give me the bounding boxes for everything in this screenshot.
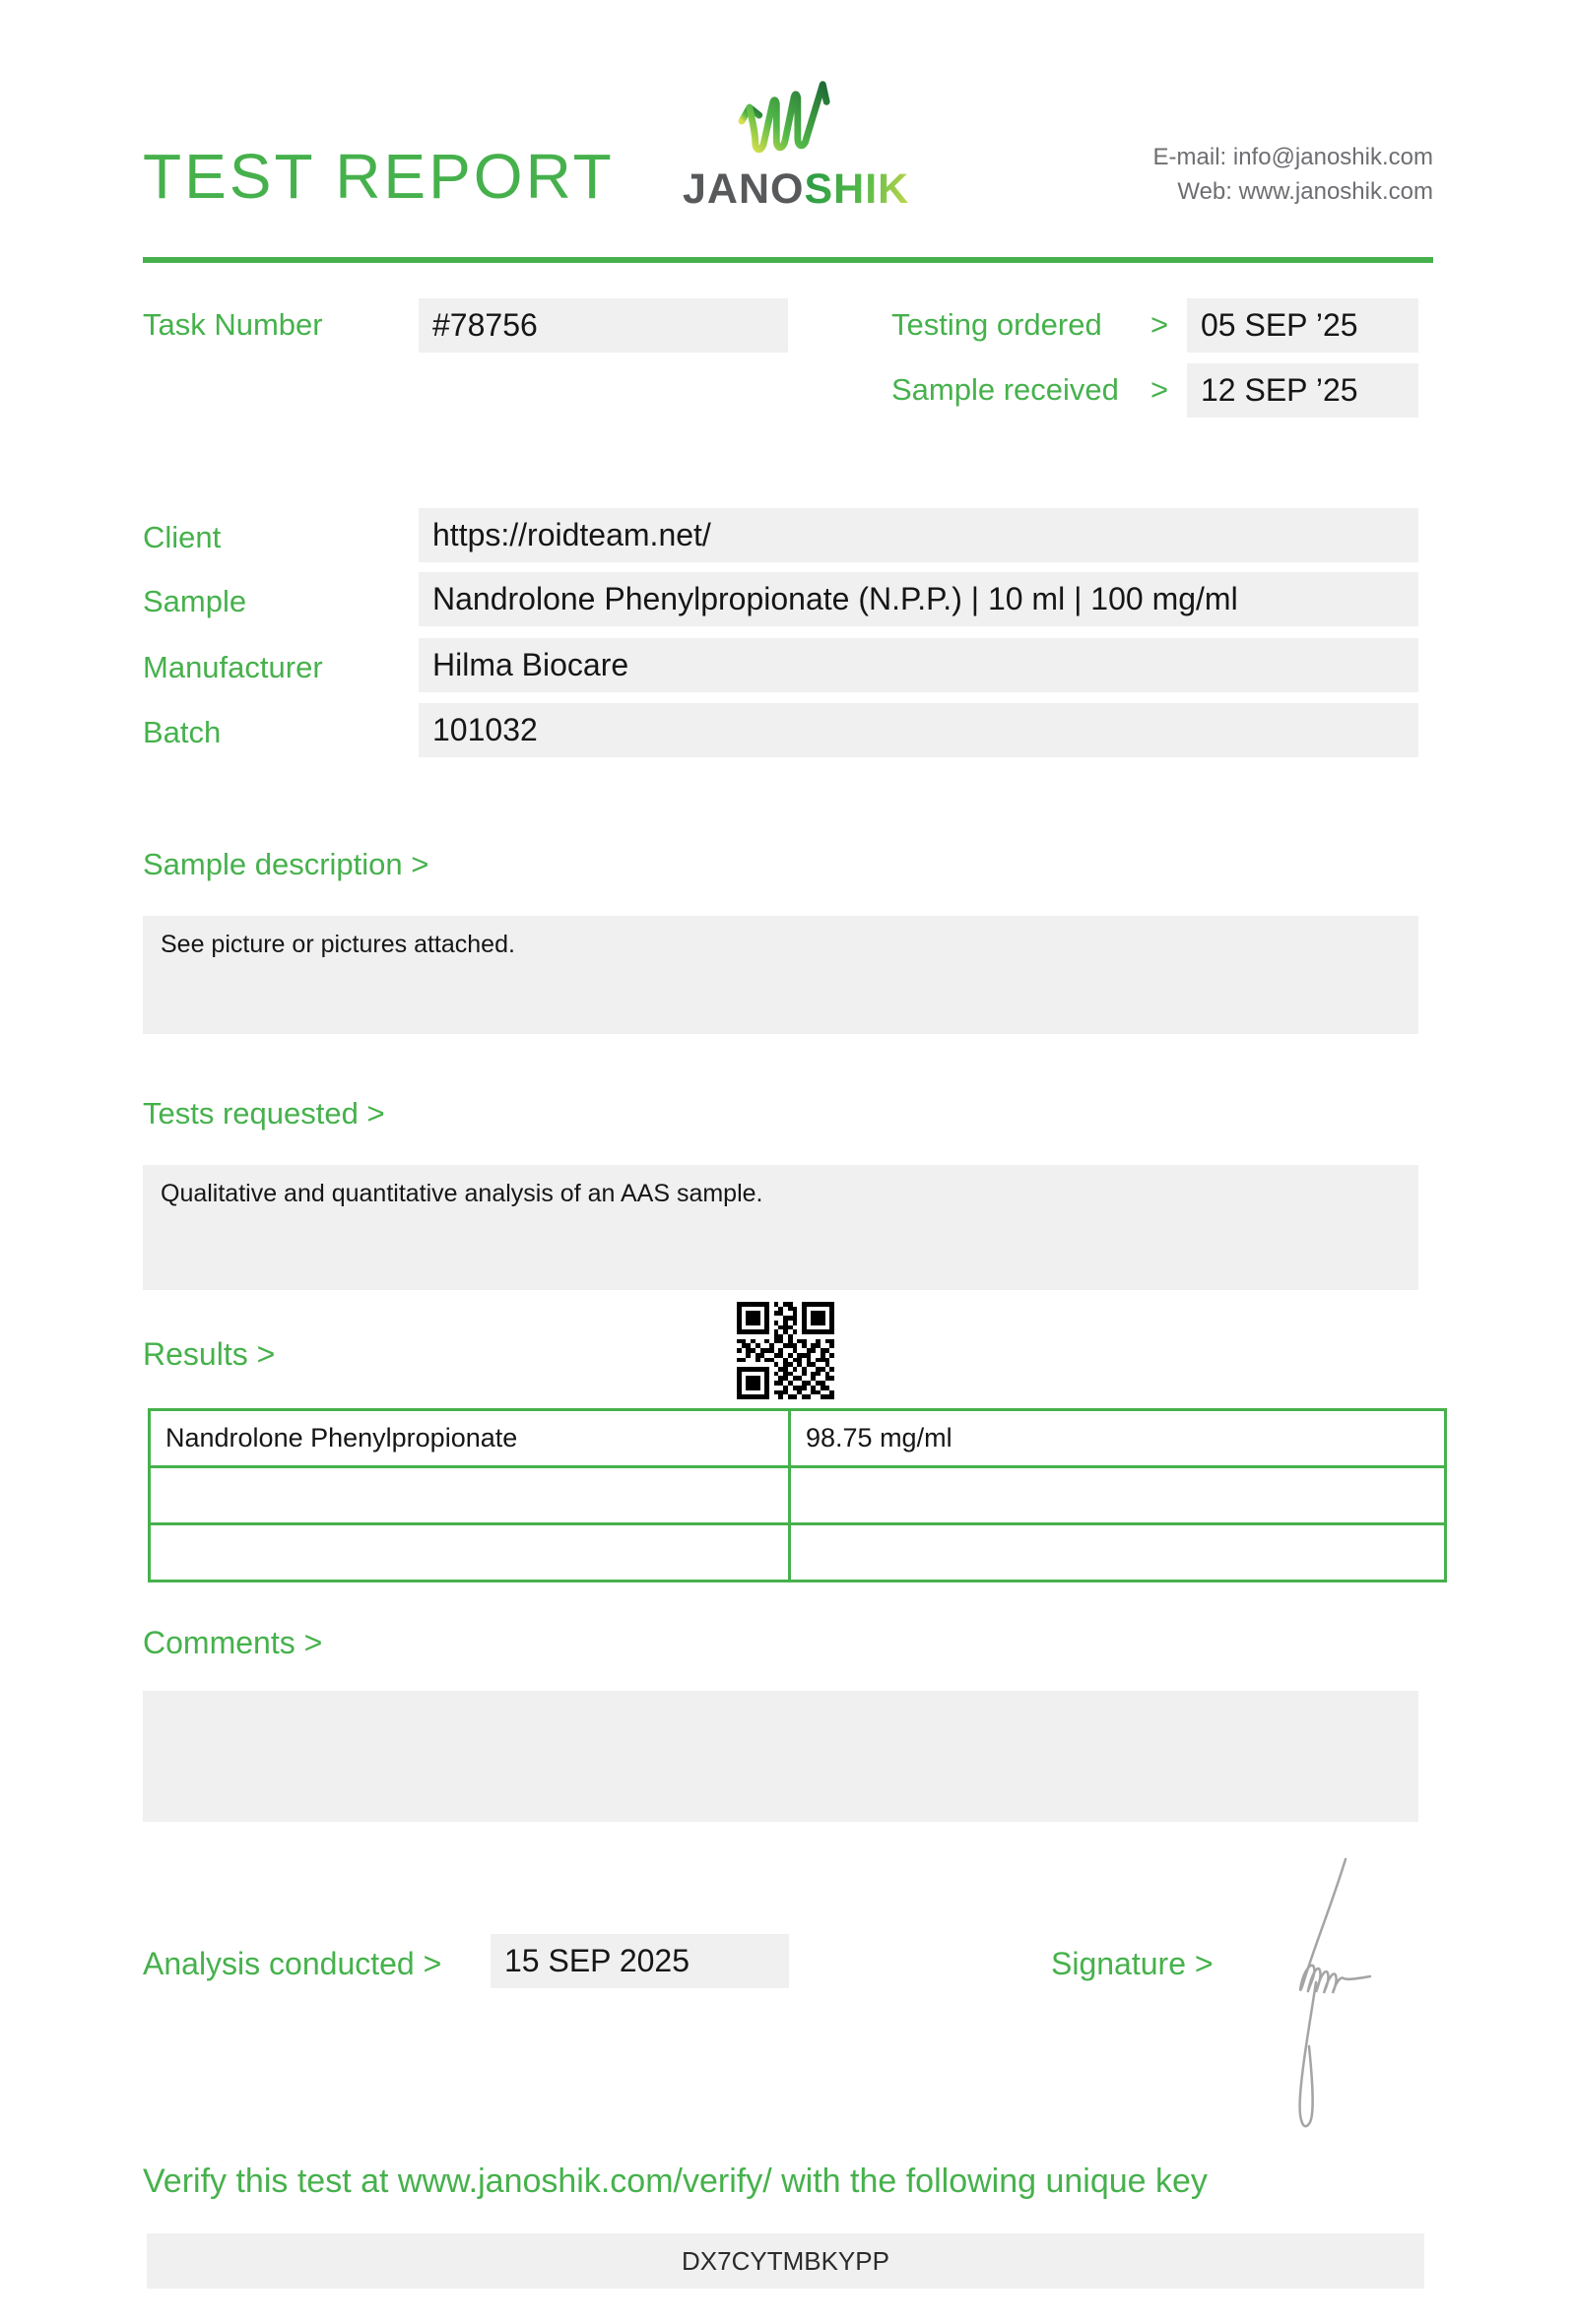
task-number-value: #78756 <box>419 298 788 353</box>
manufacturer-value: Hilma Biocare <box>419 638 1418 692</box>
result-value <box>790 1467 1446 1524</box>
analysis-conducted-value: 15 SEP 2025 <box>491 1934 789 1988</box>
result-name: Nandrolone Phenylpropionate <box>150 1410 790 1467</box>
sample-value: Nandrolone Phenylpropionate (N.P.P.) | 10 ml | 100 mg/ml <box>419 572 1418 626</box>
manufacturer-label: Manufacturer <box>143 650 323 684</box>
results-table <box>148 1408 1447 1582</box>
sample-received-value: 12 SEP ’25 <box>1187 363 1418 418</box>
page-title: TEST REPORT <box>143 141 615 212</box>
logo-word-shik: SHIK <box>804 165 910 213</box>
results-heading: Results > <box>143 1336 276 1372</box>
signature-image <box>1269 1851 1387 2147</box>
sample-received-arrow: > <box>1150 372 1169 407</box>
contact-web: Web: www.janoshik.com <box>1177 178 1433 205</box>
sample-description-heading: Sample description > <box>143 847 429 881</box>
batch-label: Batch <box>143 715 222 749</box>
result-name <box>150 1524 790 1582</box>
signature-label: Signature > <box>1051 1946 1214 1981</box>
logo-wordmark <box>683 165 909 214</box>
analysis-conducted-label: Analysis conducted > <box>143 1946 442 1981</box>
result-value: 98.75 mg/ml <box>790 1410 1446 1467</box>
contact-block <box>1153 140 1433 209</box>
client-value: https://roidteam.net/ <box>419 508 1418 562</box>
comments-heading: Comments > <box>143 1625 323 1660</box>
task-number-label: Task Number <box>143 307 323 342</box>
table-row <box>150 1410 1446 1467</box>
qr-code <box>737 1302 834 1399</box>
header-divider <box>143 257 1433 263</box>
client-label: Client <box>143 520 222 554</box>
tests-requested-heading: Tests requested > <box>143 1096 385 1130</box>
verify-key: DX7CYTMBKYPP <box>147 2233 1424 2289</box>
sample-received-label: Sample received <box>891 372 1119 407</box>
batch-value: 101032 <box>419 703 1418 757</box>
tests-requested-body: Qualitative and quantitative analysis of an AAS sample. <box>143 1165 1418 1290</box>
testing-ordered-value: 05 SEP ’25 <box>1187 298 1418 353</box>
testing-ordered-arrow: > <box>1150 307 1169 342</box>
table-row <box>150 1467 1446 1524</box>
logo-chart-icon <box>735 73 845 161</box>
testing-ordered-label: Testing ordered <box>891 307 1102 342</box>
verify-text: Verify this test at www.janoshik.com/verify/ with the following unique key <box>143 2163 1208 2200</box>
result-name <box>150 1467 790 1524</box>
contact-email: E-mail: info@janoshik.com <box>1152 144 1433 170</box>
sample-description-body: See picture or pictures attached. <box>143 916 1418 1034</box>
sample-label: Sample <box>143 584 247 618</box>
logo-word-jano: JANO <box>683 165 805 213</box>
table-row <box>150 1524 1446 1582</box>
result-value <box>790 1524 1446 1582</box>
comments-body <box>143 1691 1418 1822</box>
